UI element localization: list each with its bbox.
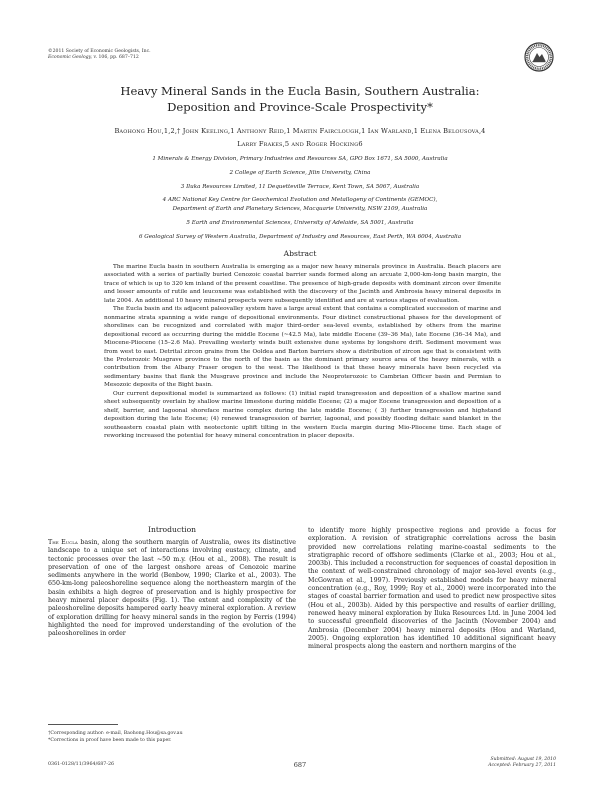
abstract-paragraph-2: The Eucla basin and its adjacent paleovalley system have a large areal extent that contains a complicated succession of marine and nonmarine strata spanning a wide range of depositional environments. Four distinct constructional phases for the development of shorelines can be recognized and correlated with major third-order sea-level events, established by others from the marine depositional record as occurring during the middle Eocene (~42.5 Ma), late middle Eocene (39–36 Ma), late Eocene (36–34 Ma), and Miocene-Pliocene (15–2.6 Ma). Prevailing westerly winds built extensive dune systems by longshore drift. Sediment movement was from west to east. Detrital zircon grains from the Ooldea and Barton barriers show a distribution of zircon age that is consistent with the Proterozoic Musgrave province to the north of the basin as the dominant primary source area of the heavy minerals, with a contribution from the Albany Fraser orogen to the west. The likelihood is that these heavy minerals have been recycled via sedimentary basins that flank the Musgrave province and include the Neoproterozoic to Cambrian Officer basin and Permian to Mesozoic deposits of the Bight basin. <box>104 306 501 389</box>
left-column <box>48 539 296 639</box>
accepted-date: Accepted: February 27, 2011 <box>488 763 556 768</box>
submitted-date: Submitted: August 19, 2010 <box>490 757 556 762</box>
authors-line-2: Larry Frakes,5 and Roger Hocking6 <box>237 140 363 148</box>
affiliation-5: 5 Earth and Environmental Sciences, University of Adelaide, SA 5001, Australia <box>186 220 414 226</box>
journal-name: Economic Geology, <box>48 55 93 60</box>
title-line-2: Deposition and Province-Scale Prospectivity* <box>167 100 433 114</box>
copyright-line: ©2011 Society of Economic Geologists, Inc. <box>48 49 151 54</box>
issn-line: 0361-0128/11/3964/687-26 <box>48 762 115 767</box>
abstract-paragraph-1: The marine Eucla basin in southern Australia is emerging as a major new heavy minerals province in Australia. Beach placers are associated with a series of partially buried Cenozoic coastal barrier sands formed along an arcuate 2,000-km-long basin margin, the trace of which is up to 320 km inland of the present coastline. The presence of high-grade deposits with dominant zircon over ilmenite and lesser amounts of rutile and leucoxene was established with the discovery of the Jacinth and Ambrosia heavy mineral deposits in late 2004. An additional 10 heavy mineral prospects were subsequently identified and are at various stages of evaluation. <box>104 264 501 304</box>
abstract-body <box>104 263 501 441</box>
affiliation-1: 1 Minerals & Energy Division, Primary Industries and Resources SA, GPO Box 1671, SA 5000, Australia <box>152 156 448 162</box>
introduction-heading: Introduction <box>147 525 197 534</box>
citation-line <box>48 55 151 61</box>
society-seal-logo <box>524 42 554 72</box>
affiliation-4a: 4 ARC National Key Centre for Geochemical Evolution and Metallogeny of Continents (GEMOC), <box>162 197 438 203</box>
abstract-paragraph-3: Our current depositional model is summarized as follows: (1) initial rapid transgression and deposition of a shallow marine sand sheet subsequently overlain by shallow marine limestone during middle Eocene; (2) a major Eocene transgression and deposition of a shelf, barrier, and lagoonal shoreface marine complex during the late middle Eocene; ( 3) further transgression and highstand deposition during the late Eocene; (4) renewed transgression of barrier, lagoonal, and possibly flooding deltaic sand blanket in the southeastern coastal plain with neotectonic uplift tilting in the western Eucla margin during Mio-Pliocene time. Each stage of reworking increased the potential for heavy mineral concentration in placer deposits. <box>104 390 501 440</box>
intro-lead-smallcaps: The Eucla <box>48 539 78 546</box>
affiliation-6: 6 Geological Survey of Western Australia, Department of Industry and Resources, East Perth, WA 6004, Australia <box>138 234 462 240</box>
footnote-corresponding-author: †Corresponding author: e-mail, Baohong.Hou@sa.gov.au <box>48 731 183 736</box>
authors-line-1: Baohong Hou,1,2,† John Keeling,1 Anthony Reid,1 Martin Fairclough,1 Ian Warland,1 Elena Belousova,4 <box>114 127 486 135</box>
abstract-heading: Abstract <box>283 249 317 258</box>
affiliation-3: 3 Iluka Resources Limited, 11 Dequetteville Terrace, Kent Town, SA 5067, Australia <box>180 184 420 190</box>
submission-dates <box>450 757 556 769</box>
intro-paragraph <box>48 539 296 639</box>
affiliation-2: 2 College of Earth Science, Jilin University, China <box>229 170 371 176</box>
page-number: 687 <box>293 761 307 769</box>
right-column-paragraph: to identify more highly prospective regions and provide a focus for exploration. A revision of stratigraphic correlations across the basin provided new correlations relating marine-coastal sediments to the stratigraphic record of offshore sediments (Clarke et al., 2003; Hou et al., 2003b). This included a reconstruction for sequences of coastal deposition in the context of well-constrained chronology of major sea-level events (e.g., McGowran et al., 1997). Previously established models for heavy mineral concentration (e.g., Roy, 1999; Roy et al., 2000) were incorporated into the stages of coastal barrier formation and used to predict new prospective sites (Hou et al., 2003b). Aided by this perspective and results of earlier drilling, renewed heavy mineral exploration by Iluka Resources Ltd. in June 2004 led to successful greenfield discoveries of the Jacinth (November 2004) and Ambrosia (December 2004) heavy mineral deposits (Hou and Warland, 2005). Ongoing exploration has identified 10 additional significant heavy mineral prospects along the eastern and northern margins of the <box>308 527 556 651</box>
title-line-1: Heavy Mineral Sands in the Eucla Basin, Southern Australia: <box>120 84 480 98</box>
volume-pages: v. 106, pp. 687–712 <box>92 55 139 60</box>
footnotes <box>48 730 183 744</box>
journal-header <box>48 49 151 61</box>
author-list <box>60 125 540 151</box>
footnote-corrections: *Corrections in proof have been made to this paper. <box>48 738 172 743</box>
footnote-rule <box>48 724 118 725</box>
affiliation-4b: Department of Earth and Planetary Sciences, Macquarie University, NSW 2109, Australia <box>172 206 428 212</box>
right-column <box>308 527 556 651</box>
paper-title <box>60 83 540 115</box>
intro-text: basin, along the southern margin of Australia, owes its distinctive landscape to a unique set of interactions involving eustacy, climate, and tectonic processes over the last ~50 m.y. (Hou et al., 2008). The result is preservation of one of the largest onshore areas of Cenozoic marine sediments anywhere in the world (Benbow, 1990; Clarke et al., 2003). The 650-km-long paleoshoreline sequence along the northeastern margin of the basin exhibits a high degree of preservation and is highly prospective for heavy mineral placer deposits (Fig. 1). The extent and complexity of the paleoshoreline deposits hampered early heavy mineral exploration. A review of exploration drilling for heavy mineral sands in the region by Ferris (1994) highlighted the need for improved understanding of the evolution of the paleoshorelines in order <box>48 539 296 638</box>
